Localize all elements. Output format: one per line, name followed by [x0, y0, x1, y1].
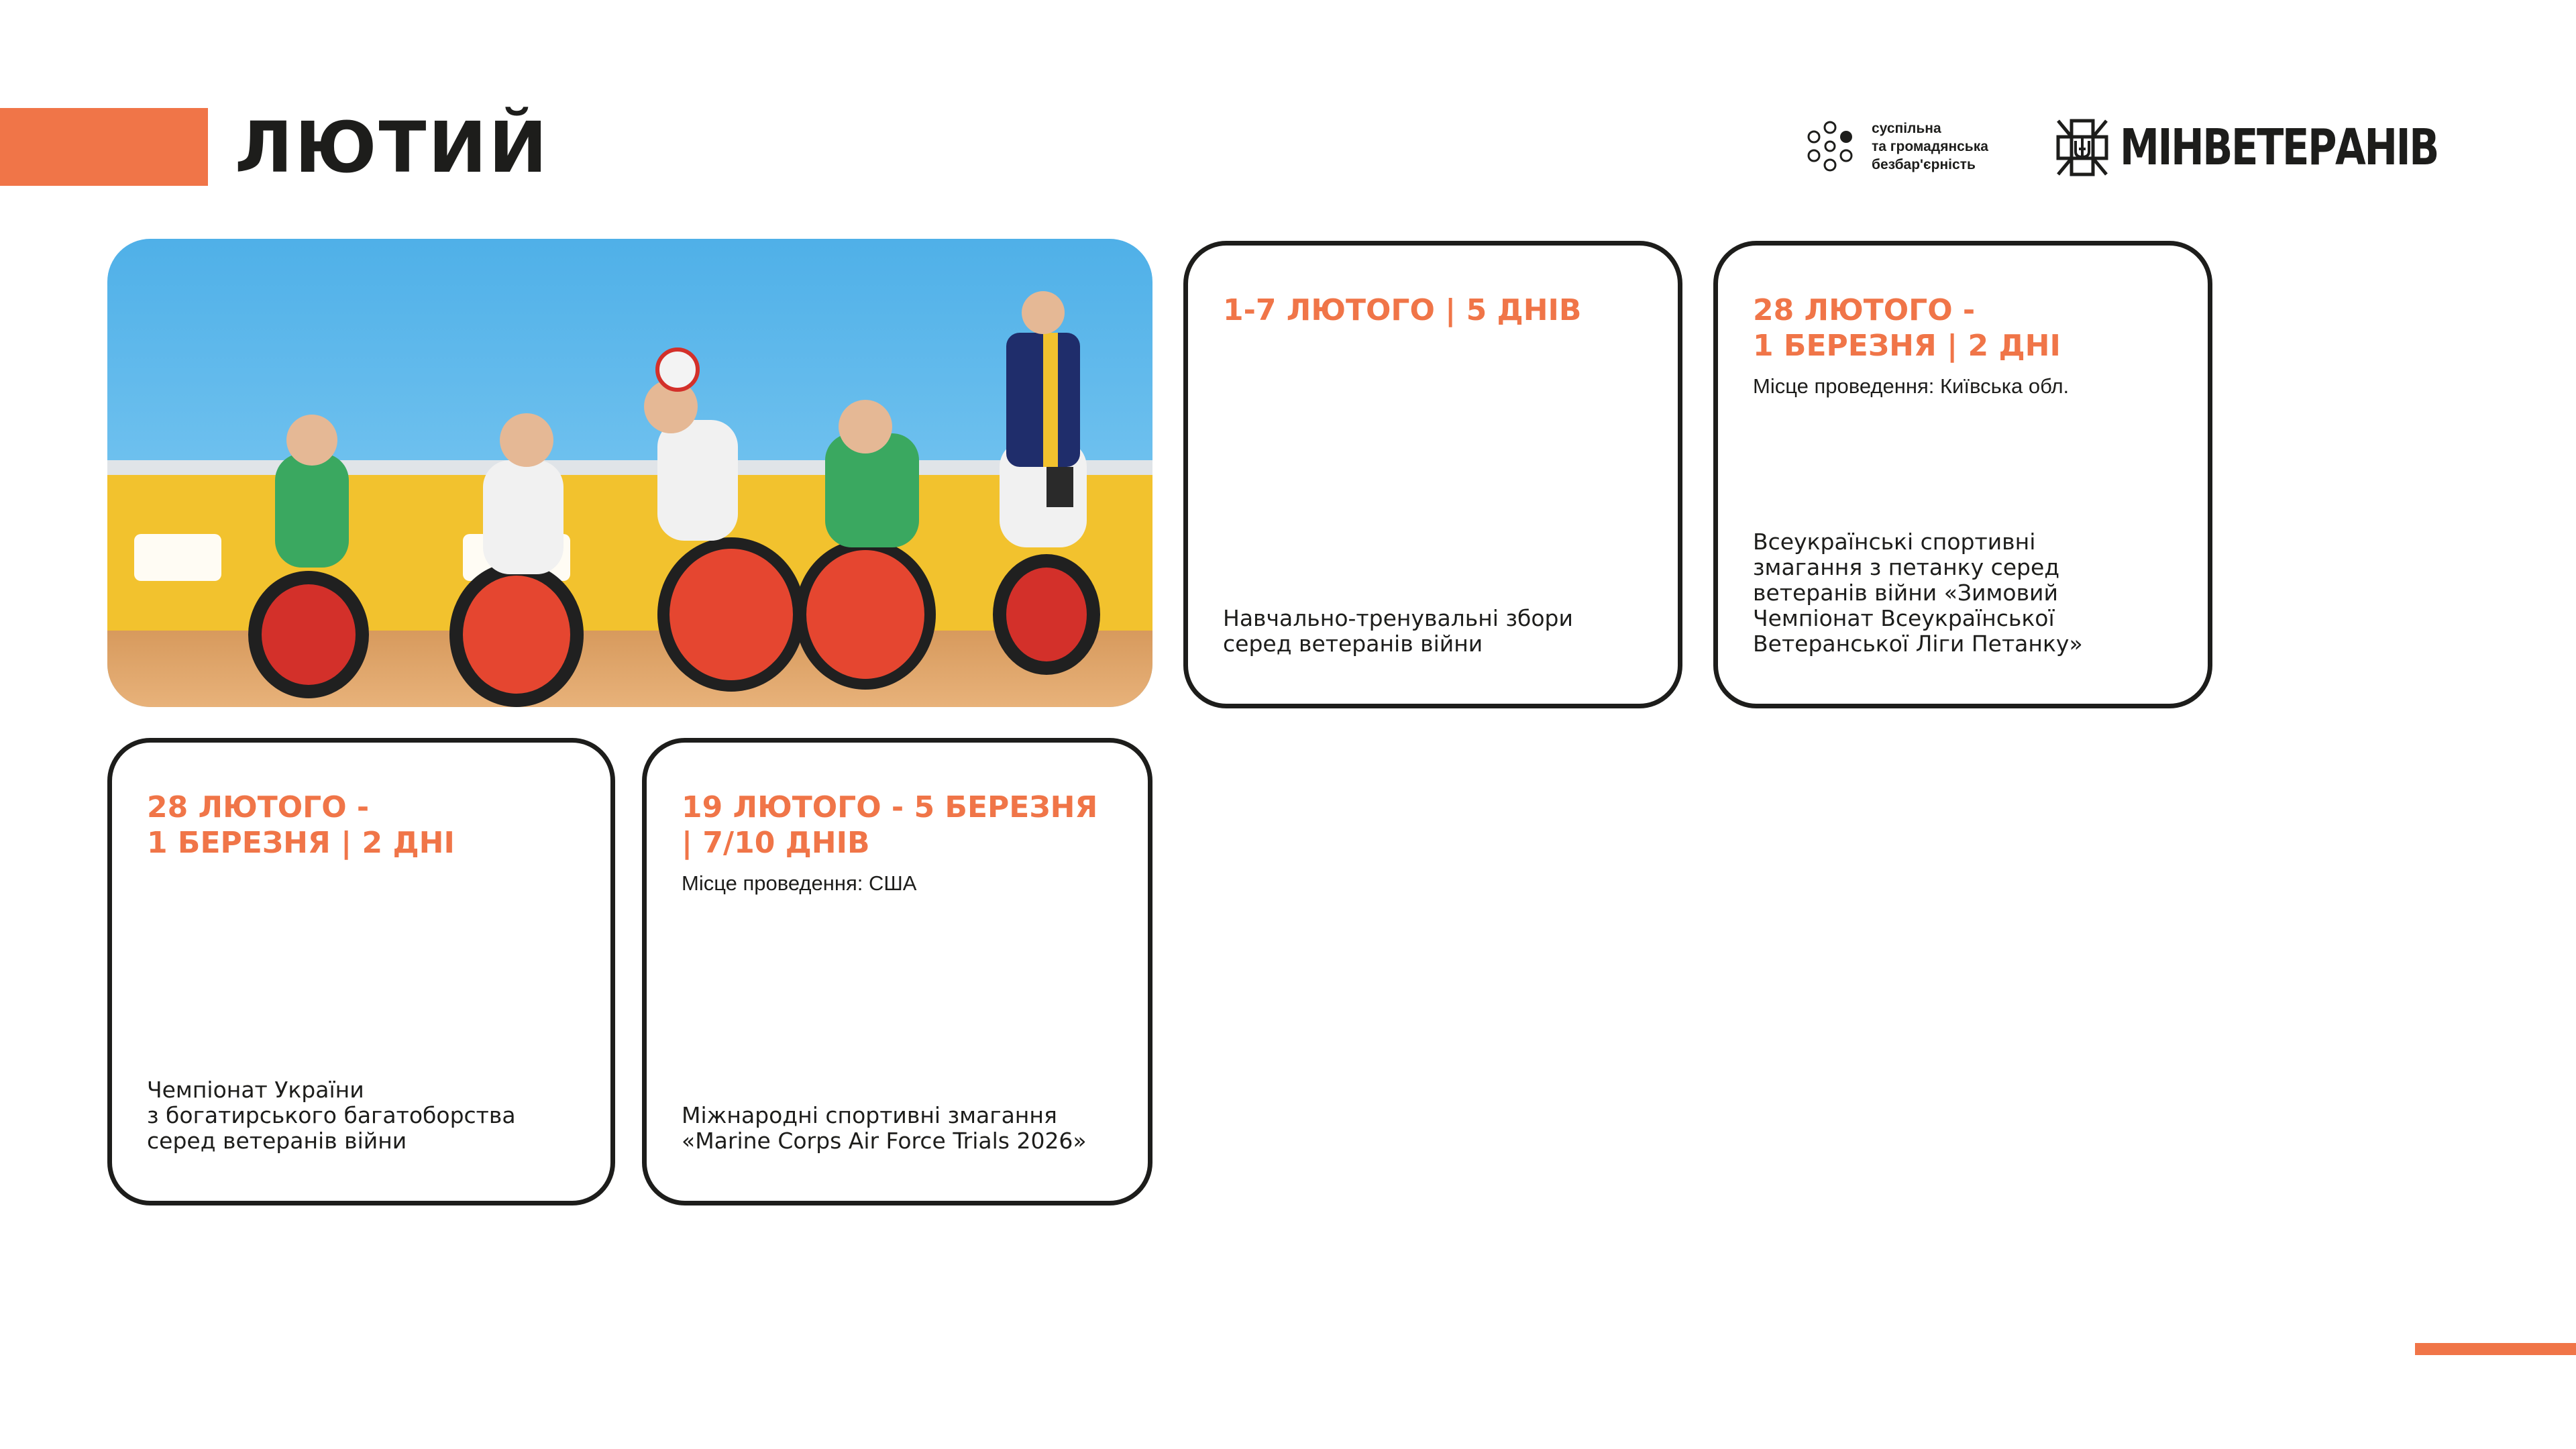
- wheelchair-rugby-photo: [107, 239, 1152, 707]
- partner-line-2: та громадянська: [1872, 139, 1988, 154]
- event-description: Навчально-тренувальні збори серед ветеранів війни: [1223, 605, 1573, 657]
- page-title: ЛЮТИЙ: [235, 107, 549, 189]
- event-card[interactable]: [1713, 241, 2212, 708]
- event-card[interactable]: [107, 738, 615, 1205]
- event-venue: Місце проведення: США: [682, 871, 917, 895]
- event-description: Всеукраїнські спортивні змагання з петанку серед ветеранів війни «Зимовий Чемпіонат Всеукраїнської Ветеранської Ліги Петанку»: [1753, 529, 2083, 657]
- ukraine-trident-emblem-icon: [2055, 118, 2109, 177]
- partner-line-1: суспільна: [1872, 121, 1941, 136]
- ministry-name: МІНВЕТЕРАНІВ: [2120, 119, 2438, 176]
- event-venue: Місце проведення: Київська обл.: [1753, 374, 2070, 398]
- circles-network-icon: [1803, 119, 1857, 173]
- partner-line-3: безбар'єрність: [1872, 157, 1976, 172]
- event-card[interactable]: [642, 738, 1152, 1205]
- event-date: 19 ЛЮТОГО - 5 БЕРЕЗНЯ | 7/10 ДНІВ: [682, 790, 1098, 860]
- event-description: Міжнародні спортивні змагання «Marine Corps Air Force Trials 2026»: [682, 1102, 1087, 1154]
- ministry-logo: [2055, 115, 2485, 180]
- event-date: 28 ЛЮТОГО - 1 БЕРЕЗНЯ | 2 ДНІ: [147, 790, 455, 860]
- event-date: 1-7 ЛЮТОГО | 5 ДНІВ: [1223, 293, 1582, 327]
- footer-accent-line: [2415, 1343, 2576, 1355]
- event-description: Чемпіонат України з богатирського багатоборства серед ветеранів війни: [147, 1077, 516, 1154]
- partner-logo: [1803, 119, 2018, 173]
- event-card[interactable]: [1183, 241, 1682, 708]
- event-date: 28 ЛЮТОГО - 1 БЕРЕЗНЯ | 2 ДНІ: [1753, 293, 2061, 363]
- title-accent-bar: [0, 108, 208, 186]
